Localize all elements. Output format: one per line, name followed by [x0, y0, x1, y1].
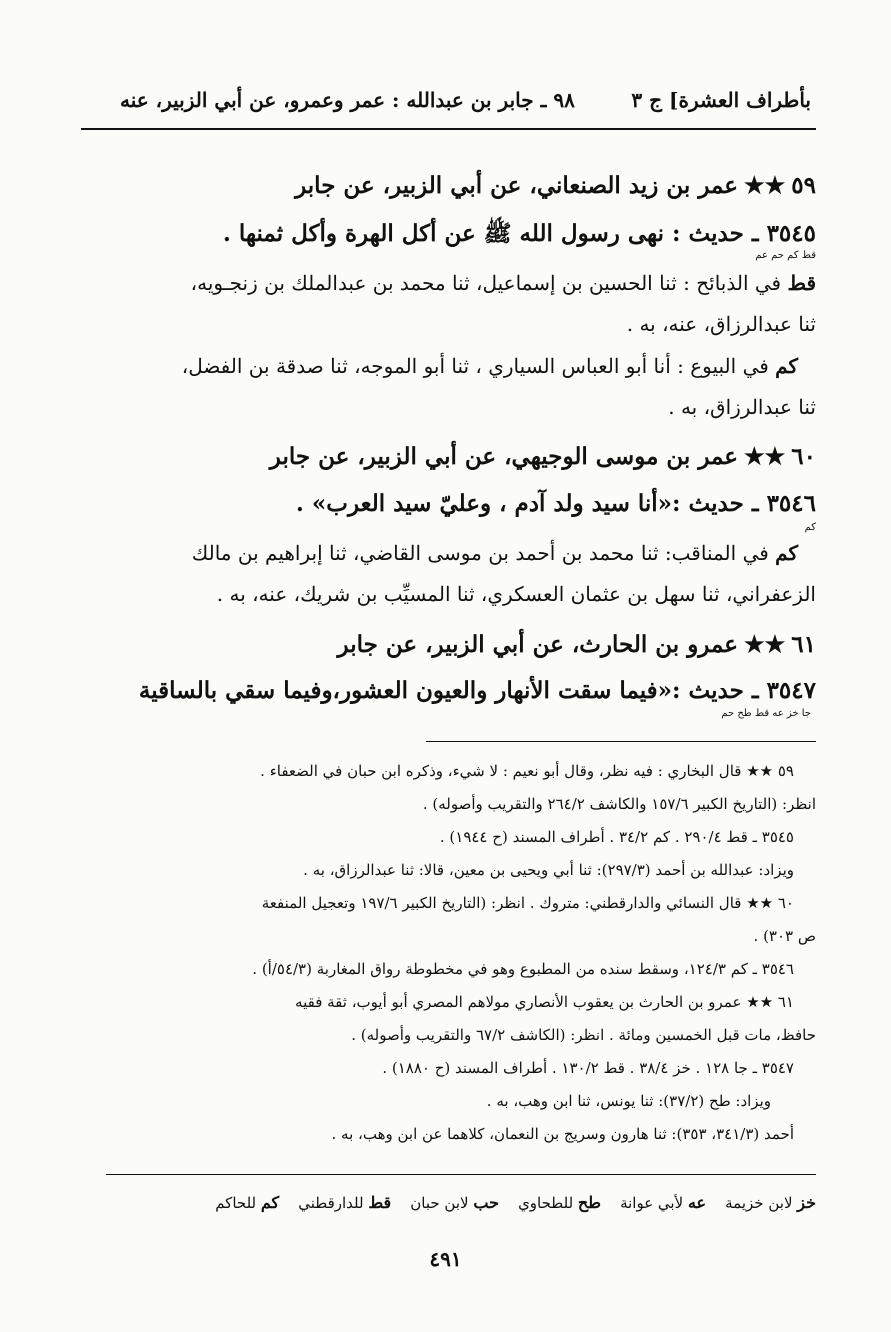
hadith-3545-narration-2	[71, 346, 816, 428]
source-label: كم	[775, 354, 798, 378]
source-label: قط	[787, 271, 816, 295]
hadith-3546-sigla: كم	[804, 522, 816, 533]
abbreviation-code: طح	[577, 1193, 601, 1212]
footnotes	[111, 755, 816, 1151]
stars-icon: ★★	[744, 172, 786, 199]
abbreviation-item	[725, 1194, 816, 1212]
abbreviation-name: لابن حبان	[410, 1194, 469, 1212]
abbreviations-key	[215, 1193, 816, 1212]
header-running-title: ٩٨ ـ جابر بن عبدالله : عمر وعمرو، عن أبي الزبير، عنه	[120, 88, 575, 112]
footnote-3547-line-3: أحمد (٣٤١/٣، ٣٥٣): ثنا هارون وسريج بن النعمان، كلاهما عن ابن وهب، به .	[331, 1125, 794, 1143]
abbreviation-name: للدارقطني	[298, 1194, 364, 1212]
narration-line: الزعفراني، ثنا سهل بن عثمان العسكري، ثنا المسيِّب بن شريك، عنه، به .	[216, 582, 816, 606]
abbreviation-code: كم	[260, 1193, 280, 1212]
footnote-61-line-1: ٦١ ★★ عمرو بن الحارث بن يعقوب الأنصاري مولاهم المصري أبو أيوب، ثقة فقيه	[295, 993, 794, 1011]
header-book-title: بأطراف العشرة] ج ٣	[631, 88, 811, 112]
footnote-60-line-2: ص ٣٠٣) .	[753, 927, 816, 945]
footnote-3546: ٣٥٤٦ ـ كم ١٢٤/٣، وسقط سنده من المطبوع وهو في مخطوطة رواق المغاربة (٥٤/٣/أ) .	[252, 960, 794, 978]
narration-line: ثنا عبدالرزاق، عنه، به .	[626, 312, 816, 336]
footnote-3545-line-2: ويزاد: عبدالله بن أحمد (٢٩٧/٣): ثنا أبي ويحيى بن معين، قالا: ثنا عبدالرزاق، به .	[303, 861, 794, 879]
footnote-3545-line-1: ٣٥٤٥ ـ قط ٢٩٠/٤ . كم ٣٤/٢ . أطراف المسند (ح ١٩٤٤) .	[439, 828, 794, 846]
abbreviation-item	[215, 1194, 279, 1212]
abbreviation-name: للطحاوي	[518, 1194, 574, 1212]
hadith-3547-heading: ٣٥٤٧ ـ حديث :«فيما سقت الأنهار والعيون العشور،وفيما سقي بالساقية	[138, 677, 816, 704]
hadith-3547-sigla: جا خز عه قط طح حم	[721, 708, 811, 719]
section-61-heading	[338, 631, 816, 658]
hadith-3546-narration	[71, 533, 816, 615]
narration-line: في البيوع : أنا أبو العباس السياري ، ثنا أبو الموجه، ثنا صدقة بن الفضل،	[181, 354, 769, 378]
footnote-3547-line-2: ويزاد: طح (٣٧/٢): ثنا يونس، ثنا ابن وهب، به .	[486, 1092, 771, 1110]
abbreviation-item	[518, 1194, 601, 1212]
section-title: عمرو بن الحارث، عن أبي الزبير، عن جابر	[337, 631, 739, 658]
abbreviation-code: قط	[368, 1193, 392, 1212]
abbreviation-item	[298, 1194, 391, 1212]
section-59-heading	[295, 172, 816, 199]
section-title: عمر بن موسى الوجيهي، عن أبي الزبير، عن جابر	[269, 443, 739, 470]
abbreviation-name: للحاكم	[215, 1194, 257, 1212]
abbreviation-code: حب	[473, 1193, 499, 1212]
footnote-60-line-1: ٦٠ ★★ قال النسائي والدارقطني: متروك . انظر: (التاريخ الكبير ١٩٧/٦ وتعجيل المنفعة	[261, 894, 794, 912]
narration-line: ثنا عبدالرزاق، به .	[668, 395, 816, 419]
footnote-61-line-2: حافظ، مات قبل الخمسين ومائة . انظر: (الكاشف ٦٧/٢ والتقريب وأصوله) .	[351, 1026, 816, 1044]
footnote-3547-line-1: ٣٥٤٧ ـ جا ١٢٨ . خز ٣٨/٤ . قط ١٣٠/٢ . أطراف المسند (ح ١٨٨٠) .	[382, 1059, 794, 1077]
hadith-3545-narration-1	[71, 263, 816, 345]
header-rule	[81, 128, 816, 130]
section-number: ٦١	[791, 631, 816, 658]
source-label: كم	[775, 541, 798, 565]
footnote-59-line-1: ٥٩ ★★ قال البخاري : فيه نظر، وقال أبو نعيم : لا شيء، وذكره ابن حبان في الضعفاء .	[260, 762, 794, 780]
footnote-59-line-2: انظر: (التاريخ الكبير ١٥٧/٦ والكاشف ٢٦٤/٢ والتقريب وأصوله) .	[422, 795, 816, 813]
stars-icon: ★★	[744, 631, 786, 658]
page-number: ٤٩١	[429, 1247, 462, 1271]
narration-line: في الذبائح : ثنا الحسين بن إسماعيل، ثنا محمد بن عبدالملك بن زنجـويه،	[190, 271, 782, 295]
section-number: ٦٠	[791, 443, 816, 470]
abbreviation-item	[620, 1194, 706, 1212]
section-title: عمر بن زيد الصنعاني، عن أبي الزبير، عن جابر	[295, 172, 739, 199]
hadith-3545-sigla: قط كم حم عم	[755, 250, 816, 261]
abbreviation-name: لابن خزيمة	[725, 1194, 793, 1212]
abbreviation-item	[410, 1194, 499, 1212]
abbreviation-code: خز	[797, 1193, 816, 1212]
abbreviations-rule	[106, 1174, 816, 1175]
abbreviation-code: عه	[687, 1193, 707, 1212]
stars-icon: ★★	[744, 443, 786, 470]
section-60-heading	[270, 443, 816, 470]
section-number: ٥٩	[791, 172, 816, 199]
footnote-rule	[426, 741, 816, 742]
hadith-3546-heading: ٣٥٤٦ ـ حديث :«أنا سيد ولد آدم ، وعليّ سيد العرب» .	[295, 490, 816, 517]
hadith-3545-heading: ٣٥٤٥ ـ حديث : نهى رسول الله ﷺ عن أكل الهرة وأكل ثمنها .	[222, 220, 816, 247]
abbreviation-name: لأبي عوانة	[620, 1194, 684, 1212]
narration-line: في المناقب: ثنا محمد بن أحمد بن موسى القاضي، ثنا إبراهيم بن مالك	[191, 541, 769, 565]
